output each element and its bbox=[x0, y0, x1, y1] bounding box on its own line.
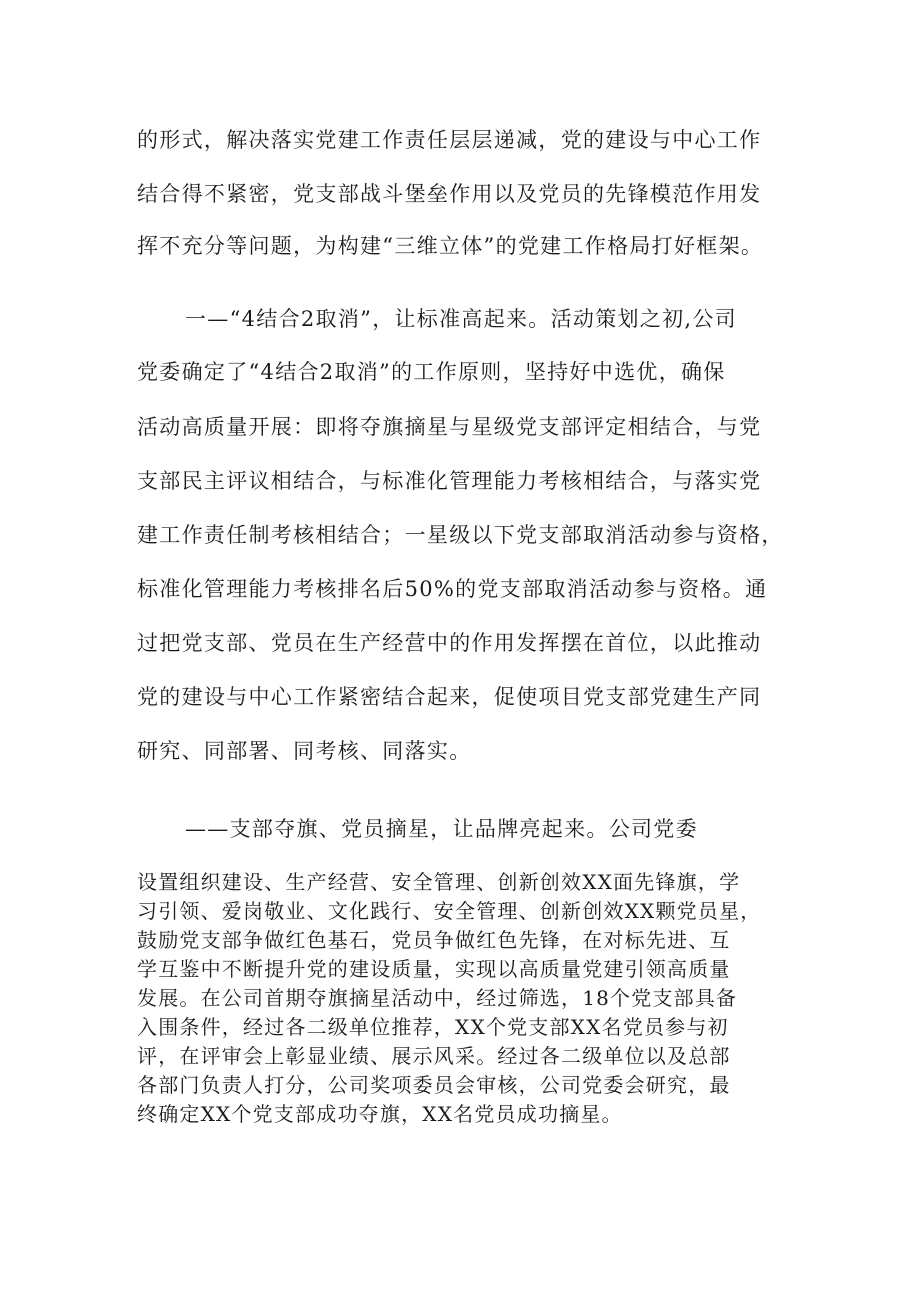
paragraph3-line-1: 设置组织建设、生产经营、安全管理、创新创效XX面先锋旗，学 bbox=[137, 870, 741, 894]
paragraph3-heading: ——支部夺旗、党员摘星，让品牌亮起来。公司党委 bbox=[185, 817, 698, 841]
paragraph3-line-3: 鼓励党支部争做红色基石，党员争做红色先锋，在对标先进、互 bbox=[137, 928, 731, 952]
paragraph2-line-9: 研究、同部署、同考核、同落实。 bbox=[137, 739, 472, 763]
paragraph2-line-1: 一—“4结合2取消”，让标准高起来。活动策划之初,公司 bbox=[185, 307, 737, 331]
paragraph1-line-2: 结合得不紧密，党支部战斗堡垒作用以及党员的先锋模范作用发 bbox=[137, 182, 762, 206]
paragraph3-line-6: 入围条件，经过各二级单位推荐，XX个党支部XX名党员参与初 bbox=[137, 1015, 729, 1039]
paragraph1-line-3: 挥不充分等问题，为构建“三维立体”的党建工作格局打好框架。 bbox=[137, 234, 764, 258]
paragraph1-line-1: 的形式，解决落实党建工作责任层层递减，党的建设与中心工作 bbox=[137, 128, 762, 152]
paragraph3-line-4: 学互鉴中不断提升党的建设质量，实现以高质量党建引领高质量 bbox=[137, 957, 731, 981]
paragraph3-line-8: 各部门负责人打分，公司奖项委员会审核，公司党委会研究，最 bbox=[137, 1073, 731, 1097]
paragraph2-line-2: 党委确定了“4结合2取消”的工作原则，坚持好中选优，确保 bbox=[137, 360, 726, 384]
paragraph3-line-7: 评，在评审会上彰显业绩、展示风采。经过各二级单位以及总部 bbox=[137, 1044, 731, 1068]
paragraph3-line-9: 终确定XX个党支部成功夺旗，XX名党员成功摘星。 bbox=[137, 1102, 623, 1126]
paragraph2-line-7: 过把党支部、党员在生产经营中的作用发挥摆在首位，以此推动 bbox=[137, 631, 762, 655]
paragraph3-line-2: 习引领、爱岗敬业、文化践行、安全管理、创新创效XX颗党员星， bbox=[137, 899, 762, 923]
paragraph2-line-6: 标准化管理能力考核排名后50%的党支部取消活动参与资格。通 bbox=[137, 577, 768, 601]
paragraph2-line-4: 支部民主评议相结合，与标准化管理能力考核相结合，与落实党 bbox=[137, 469, 762, 493]
paragraph2-line-3: 活动高质量开展：即将夺旗摘星与星级党支部评定相结合，与党 bbox=[137, 415, 762, 439]
paragraph3-line-5: 发展。在公司首期夺旗摘星活动中，经过筛选，18个党支部具备 bbox=[137, 986, 738, 1010]
paragraph2-line-5: 建工作责任制考核相结合；一星级以下党支部取消活动参与资格， bbox=[137, 523, 784, 547]
paragraph2-line-8: 党的建设与中心工作紧密结合起来，促使项目党支部党建生产同 bbox=[137, 685, 762, 709]
